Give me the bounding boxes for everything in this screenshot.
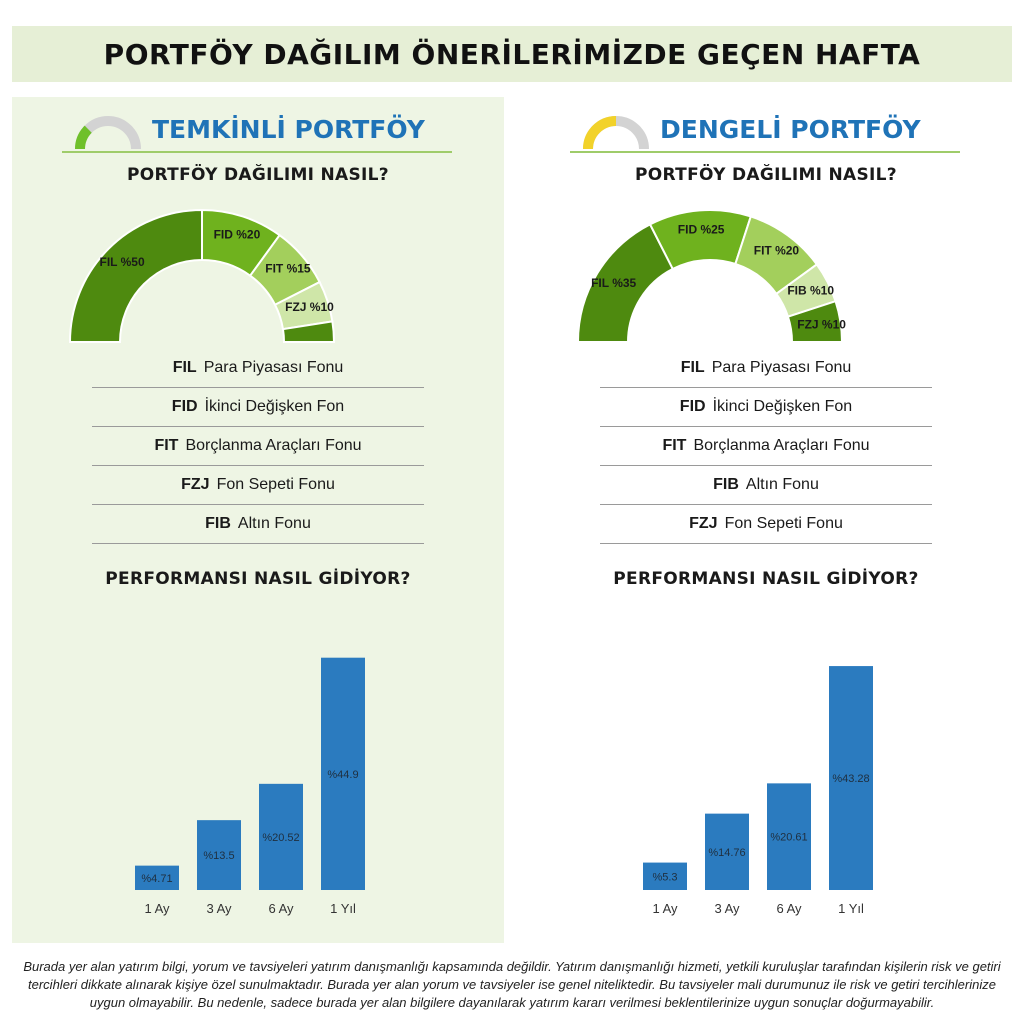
bar-value-label: %44.9 — [327, 768, 359, 781]
donut-slice-label: FIL %35 — [591, 275, 637, 290]
fund-code: FID — [679, 398, 706, 415]
fund-code: FIL — [680, 359, 705, 376]
bar-category-label: 6 Ay — [268, 901, 294, 916]
bar-category-label: 1 Yıl — [838, 901, 864, 916]
fund-list-item — [600, 466, 932, 505]
gauge-low-icon — [72, 113, 144, 151]
portfolio-header — [570, 111, 960, 153]
allocation-heading: PORTFÖY DAĞILIMI NASIL? — [127, 165, 389, 185]
donut-slice-label: FIT %20 — [753, 243, 800, 258]
fund-code: FZJ — [689, 515, 718, 532]
allocation-half-donut — [520, 202, 1012, 347]
fund-list — [600, 349, 932, 544]
allocation-half-donut — [12, 202, 504, 347]
performance-bar-chart — [520, 617, 1012, 927]
fund-code: FIT — [662, 437, 687, 454]
portfolio-header — [62, 111, 452, 153]
bar-category-label: 3 Ay — [714, 901, 740, 916]
fund-name: İkinci Değişken Fon — [204, 398, 345, 415]
bar-value-label: %43.28 — [832, 773, 870, 786]
fund-code: FIL — [172, 359, 197, 376]
fund-list-item — [92, 505, 424, 544]
fund-code: FIT — [154, 437, 179, 454]
bar-value-label: %20.61 — [770, 831, 808, 844]
fund-list-item — [92, 466, 424, 505]
fund-list-item — [600, 388, 932, 427]
fund-code: FIB — [713, 476, 739, 493]
bar-value-label: %20.52 — [262, 831, 300, 844]
fund-name: Borçlanma Araçları Fonu — [185, 437, 362, 454]
fund-list-item — [92, 388, 424, 427]
title-banner — [12, 26, 1012, 82]
fund-list-item — [92, 427, 424, 466]
portfolio-name: DENGELİ PORTFÖY — [660, 115, 921, 144]
panel-dengeli — [520, 97, 1012, 943]
portfolio-name: TEMKİNLİ PORTFÖY — [152, 115, 425, 144]
fund-code: FZJ — [181, 476, 210, 493]
fund-name: Fon Sepeti Fonu — [216, 476, 335, 493]
donut-slice-label: FIL %50 — [99, 255, 145, 270]
bar-value-label: %5.3 — [652, 871, 678, 884]
bar-value-label: %4.71 — [141, 872, 173, 885]
fund-code: FID — [171, 398, 198, 415]
page-title: PORTFÖY DAĞILIM ÖNERİLERİMİZDE GEÇEN HAFTA — [103, 37, 921, 71]
bar-category-label: 1 Ay — [144, 901, 170, 916]
fund-list — [92, 349, 424, 544]
performance-heading: PERFORMANSI NASIL GİDİYOR? — [105, 569, 411, 589]
fund-name: Para Piyasası Fonu — [203, 359, 344, 376]
donut-slice-label: FID %25 — [677, 222, 725, 237]
bar-value-label: %14.76 — [708, 846, 746, 859]
gauge-mid-icon — [580, 113, 652, 151]
fund-name: Altın Fonu — [745, 476, 819, 493]
donut-slice-label: FIT %15 — [265, 261, 311, 276]
fund-list-item — [600, 505, 932, 544]
bar-category-label: 6 Ay — [776, 901, 802, 916]
fund-list-item — [600, 349, 932, 388]
donut-slice-label: FZJ %10 — [797, 317, 846, 332]
fund-name: İkinci Değişken Fon — [712, 398, 853, 415]
fund-name: Fon Sepeti Fonu — [724, 515, 843, 532]
disclaimer-text: Burada yer alan yatırım bilgi, yorum ve tavsiyeleri yatırım danışmanlığı kapsamında değildir. Yatırım danışmanlığı hizmeti, yetkili kuruluşlar tarafından kişilerin risk ve getiri tercihleri dikkate alınarak kişiye özel sunulmaktadır. Burada yer alan yorum ve tavsiyeler ise genel niteliktedir. Bu tavsiyeler mali durumunuz ile risk ve getiri tercihlerinize uygun olmayabilir. Bu nedenle, sadece burada yer alan bilgilere dayanılarak yatırım kararı verilmesi beklentilerinize uygun sonuçlar doğurmayabilir. — [23, 959, 1001, 1010]
donut-slice — [70, 210, 202, 342]
performance-bar-chart — [12, 617, 504, 927]
donut-slice-label: FID %20 — [213, 227, 261, 242]
performance-heading: PERFORMANSI NASIL GİDİYOR? — [613, 569, 919, 589]
donut-slice-label: FIB %10 — [787, 283, 835, 298]
fund-list-item — [600, 427, 932, 466]
donut-slice-label: FZJ %10 — [285, 300, 334, 315]
bar-value-label: %13.5 — [203, 850, 235, 863]
fund-name: Para Piyasası Fonu — [711, 359, 852, 376]
bar-category-label: 3 Ay — [206, 901, 232, 916]
panel-temkinli — [12, 97, 504, 943]
bar-category-label: 1 Ay — [652, 901, 678, 916]
fund-list-item — [92, 349, 424, 388]
allocation-heading: PORTFÖY DAĞILIMI NASIL? — [635, 165, 897, 185]
fund-code: FIB — [205, 515, 231, 532]
fund-name: Borçlanma Araçları Fonu — [693, 437, 870, 454]
fund-name: Altın Fonu — [237, 515, 311, 532]
bar-category-label: 1 Yıl — [330, 901, 356, 916]
